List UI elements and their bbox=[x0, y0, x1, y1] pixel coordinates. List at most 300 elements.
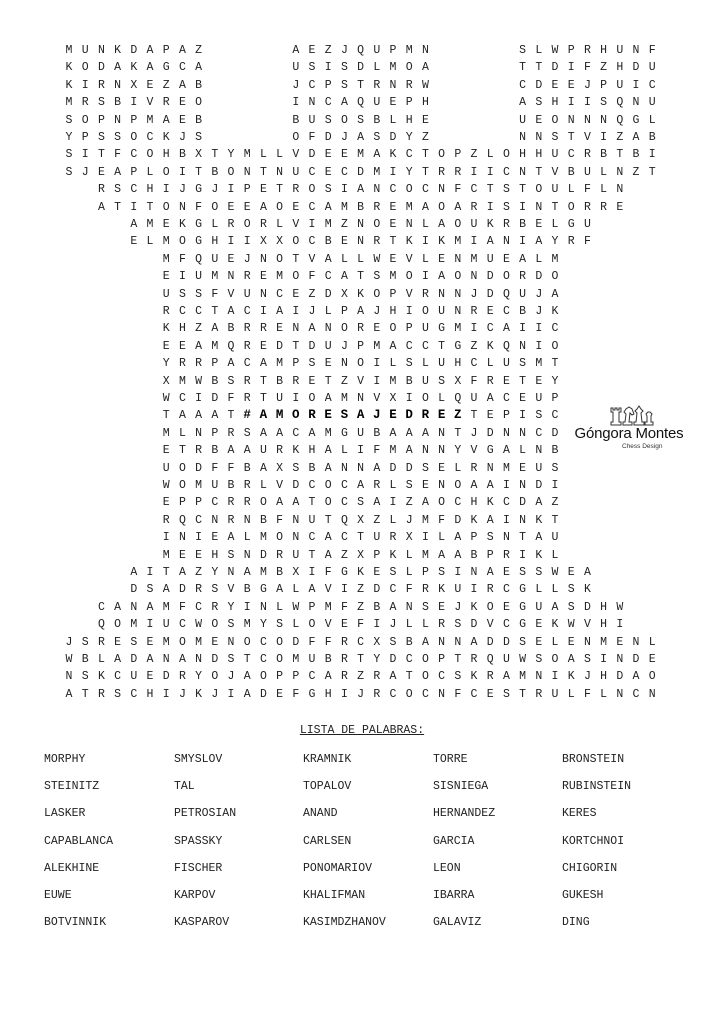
grid-letter: I bbox=[195, 531, 203, 545]
grid-letter: U bbox=[162, 287, 170, 301]
grid-letter: O bbox=[211, 670, 219, 684]
grid-letter: H bbox=[178, 322, 186, 336]
grid-letter: R bbox=[470, 461, 478, 475]
grid-letter: S bbox=[357, 496, 365, 510]
grid-letter: D bbox=[389, 653, 397, 666]
grid-letter: P bbox=[357, 339, 365, 353]
grid-letter: L bbox=[97, 653, 105, 666]
grid-letter: O bbox=[405, 687, 413, 701]
grid-letter: U bbox=[470, 218, 478, 231]
grid-letter: U bbox=[373, 531, 381, 545]
hashtag-letter: M bbox=[275, 408, 284, 423]
grid-letter: Z bbox=[340, 374, 348, 388]
grid-letter: K bbox=[535, 513, 543, 527]
grid-letter: E bbox=[178, 548, 186, 562]
word-list-item: CAPABLANCA bbox=[44, 834, 114, 848]
grid-row bbox=[0, 668, 724, 685]
grid-letter: O bbox=[405, 61, 413, 75]
grid-letter: M bbox=[502, 461, 510, 475]
grid-letter: L bbox=[211, 218, 219, 231]
grid-letter: N bbox=[276, 165, 284, 179]
grid-letter: C bbox=[308, 78, 316, 92]
grid-letter: C bbox=[308, 200, 316, 214]
grid-letter: E bbox=[535, 635, 543, 649]
grid-letter: S bbox=[65, 165, 73, 179]
hashtag-letter: # bbox=[243, 408, 251, 423]
grid-letter: E bbox=[146, 78, 154, 92]
grid-letter: Z bbox=[308, 287, 316, 301]
grid-letter: U bbox=[648, 61, 656, 75]
grid-letter: N bbox=[259, 287, 267, 301]
hashtag-letter: A bbox=[259, 408, 268, 423]
grid-letter: H bbox=[308, 444, 316, 458]
grid-letter: R bbox=[162, 513, 170, 527]
grid-letter: R bbox=[276, 444, 284, 458]
grid-letter: L bbox=[600, 687, 608, 701]
grid-letter: T bbox=[567, 131, 575, 144]
grid-letter: L bbox=[519, 444, 527, 458]
grid-letter: T bbox=[519, 687, 527, 701]
grid-letter: U bbox=[276, 392, 284, 405]
grid-letter: E bbox=[567, 78, 575, 92]
grid-letter: U bbox=[211, 479, 219, 492]
grid-row bbox=[0, 303, 724, 320]
grid-letter: E bbox=[389, 200, 397, 214]
grid-letter: A bbox=[130, 218, 138, 231]
grid-letter: D bbox=[292, 635, 300, 649]
grid-letter: J bbox=[340, 131, 348, 144]
grid-letter: K bbox=[583, 583, 591, 597]
grid-letter: G bbox=[519, 618, 527, 632]
grid-row bbox=[0, 355, 724, 372]
grid-letter: U bbox=[616, 44, 624, 57]
grid-letter: A bbox=[324, 461, 332, 475]
grid-letter: O bbox=[438, 496, 446, 510]
grid-letter: S bbox=[502, 687, 510, 701]
grid-letter: S bbox=[405, 479, 413, 492]
grid-letter: N bbox=[373, 183, 381, 197]
grid-letter: R bbox=[502, 218, 510, 231]
grid-letter: V bbox=[486, 618, 494, 632]
grid-letter: A bbox=[227, 531, 235, 545]
word-list-item: TORRE bbox=[433, 753, 468, 766]
grid-letter: N bbox=[178, 531, 186, 545]
grid-letter: D bbox=[178, 583, 186, 597]
grid-letter: Q bbox=[357, 44, 365, 57]
grid-letter: T bbox=[519, 61, 527, 75]
hashtag-letter: E bbox=[389, 408, 397, 423]
grid-letter: F bbox=[178, 252, 186, 266]
grid-letter: O bbox=[421, 653, 429, 666]
grid-letter: O bbox=[340, 113, 348, 127]
grid-letter: C bbox=[486, 322, 494, 336]
grid-letter: F bbox=[227, 461, 235, 475]
grid-letter: B bbox=[600, 148, 608, 162]
grid-letter: E bbox=[162, 496, 170, 510]
grid-letter: A bbox=[308, 322, 316, 336]
grid-letter: E bbox=[259, 183, 267, 197]
grid-letter: R bbox=[486, 670, 494, 684]
grid-letter: R bbox=[178, 357, 186, 371]
grid-letter: B bbox=[373, 600, 381, 614]
grid-letter: Y bbox=[551, 374, 559, 388]
grid-letter: A bbox=[389, 670, 397, 684]
grid-letter: C bbox=[195, 513, 203, 527]
grid-letter: R bbox=[97, 687, 105, 701]
word-list-item: CHIGORIN bbox=[562, 861, 618, 875]
grid-letter: B bbox=[195, 113, 203, 127]
grid-letter: K bbox=[486, 218, 494, 231]
grid-letter: J bbox=[340, 44, 348, 57]
grid-letter: R bbox=[97, 183, 105, 197]
grid-letter: N bbox=[243, 165, 251, 179]
grid-letter: A bbox=[178, 44, 186, 57]
grid-letter: O bbox=[454, 218, 462, 231]
grid-letter: U bbox=[162, 618, 170, 632]
grid-letter: C bbox=[130, 183, 138, 197]
grid-letter: M bbox=[454, 322, 462, 336]
grid-letter: V bbox=[292, 148, 300, 162]
grid-letter: C bbox=[211, 496, 219, 510]
grid-letter: N bbox=[162, 653, 170, 666]
grid-letter: N bbox=[438, 426, 446, 440]
grid-letter: U bbox=[162, 461, 170, 475]
grid-letter: A bbox=[357, 183, 365, 197]
grid-letter: O bbox=[292, 270, 300, 284]
grid-letter: X bbox=[292, 566, 300, 579]
grid-letter: M bbox=[276, 270, 284, 284]
grid-letter: N bbox=[535, 200, 543, 214]
grid-letter: C bbox=[308, 479, 316, 492]
grid-letter: J bbox=[308, 305, 316, 318]
grid-letter: L bbox=[486, 148, 494, 162]
grid-letter: M bbox=[389, 270, 397, 284]
grid-row bbox=[0, 651, 724, 668]
word-list-item: KORTCHNOI bbox=[562, 834, 625, 848]
grid-letter: M bbox=[162, 235, 170, 249]
grid-letter: A bbox=[340, 96, 348, 110]
grid-letter: A bbox=[259, 426, 267, 440]
grid-letter: D bbox=[211, 392, 219, 405]
grid-letter: M bbox=[454, 235, 462, 249]
grid-letter: R bbox=[243, 270, 251, 284]
grid-letter: C bbox=[178, 305, 186, 318]
grid-letter: E bbox=[97, 165, 105, 179]
word-list-row bbox=[44, 915, 704, 935]
grid-letter: E bbox=[502, 252, 510, 266]
grid-letter: T bbox=[114, 200, 122, 214]
grid-letter: Z bbox=[616, 131, 624, 144]
grid-letter: T bbox=[211, 148, 219, 162]
grid-letter: N bbox=[340, 357, 348, 371]
grid-letter: C bbox=[502, 305, 510, 318]
grid-letter: K bbox=[178, 218, 186, 231]
grid-letter: N bbox=[454, 287, 462, 301]
grid-letter: I bbox=[567, 96, 575, 110]
word-list-item: KRAMNIK bbox=[303, 753, 352, 766]
grid-letter: X bbox=[389, 392, 397, 405]
grid-letter: A bbox=[583, 566, 591, 579]
grid-letter: Y bbox=[454, 444, 462, 458]
grid-letter: U bbox=[551, 531, 559, 545]
grid-letter: T bbox=[405, 670, 413, 684]
grid-letter: O bbox=[421, 670, 429, 684]
word-list-item: DING bbox=[562, 916, 590, 930]
grid-letter: H bbox=[162, 148, 170, 162]
grid-letter: N bbox=[438, 635, 446, 649]
grid-letter: F bbox=[195, 200, 203, 214]
grid-letter: C bbox=[340, 496, 348, 510]
grid-letter: S bbox=[276, 618, 284, 632]
grid-letter: M bbox=[600, 635, 608, 649]
grid-letter: C bbox=[340, 479, 348, 492]
grid-letter: C bbox=[308, 531, 316, 545]
word-list-item: HERNANDEZ bbox=[433, 807, 496, 821]
grid-letter: P bbox=[486, 548, 494, 562]
grid-letter: A bbox=[389, 426, 397, 440]
grid-letter: C bbox=[259, 635, 267, 649]
grid-letter: H bbox=[146, 687, 154, 701]
grid-letter: E bbox=[162, 444, 170, 458]
grid-letter: U bbox=[243, 287, 251, 301]
grid-letter: Y bbox=[195, 670, 203, 684]
grid-letter: J bbox=[357, 687, 365, 701]
grid-letter: F bbox=[373, 444, 381, 458]
grid-letter: Y bbox=[162, 357, 170, 371]
grid-letter: M bbox=[340, 392, 348, 405]
grid-letter: S bbox=[438, 566, 446, 579]
grid-letter: A bbox=[178, 409, 186, 423]
grid-row bbox=[0, 181, 724, 198]
grid-letter: O bbox=[535, 183, 543, 197]
grid-letter: M bbox=[389, 444, 397, 458]
grid-letter: O bbox=[405, 270, 413, 284]
grid-letter: D bbox=[389, 461, 397, 475]
grid-letter: N bbox=[357, 235, 365, 249]
grid-letter: A bbox=[373, 496, 381, 510]
grid-letter: R bbox=[227, 218, 235, 231]
grid-letter: O bbox=[81, 61, 89, 75]
grid-row bbox=[0, 320, 724, 337]
grid-letter: S bbox=[502, 183, 510, 197]
grid-letter: K bbox=[567, 670, 575, 684]
grid-letter: U bbox=[373, 96, 381, 110]
grid-letter: T bbox=[81, 687, 89, 701]
grid-letter: Z bbox=[632, 165, 640, 179]
grid-letter: L bbox=[454, 461, 462, 475]
grid-letter: Z bbox=[470, 339, 478, 353]
grid-letter: I bbox=[389, 165, 397, 179]
grid-letter: A bbox=[324, 444, 332, 458]
grid-letter: I bbox=[324, 61, 332, 75]
grid-letter: A bbox=[324, 531, 332, 545]
grid-letter: S bbox=[535, 653, 543, 666]
grid-letter: B bbox=[227, 479, 235, 492]
grid-letter: O bbox=[292, 131, 300, 144]
grid-letter: L bbox=[405, 548, 413, 562]
grid-letter: Q bbox=[227, 339, 235, 353]
grid-letter: N bbox=[616, 687, 624, 701]
grid-letter: I bbox=[162, 687, 170, 701]
grid-letter: N bbox=[114, 78, 122, 92]
grid-letter: C bbox=[178, 618, 186, 632]
grid-letter: I bbox=[227, 687, 235, 701]
grid-letter: F bbox=[276, 513, 284, 527]
grid-letter: S bbox=[357, 113, 365, 127]
grid-letter: T bbox=[308, 496, 316, 510]
grid-letter: S bbox=[114, 687, 122, 701]
grid-letter: T bbox=[535, 165, 543, 179]
grid-letter: E bbox=[535, 618, 543, 632]
grid-letter: V bbox=[583, 618, 591, 632]
grid-letter: E bbox=[324, 148, 332, 162]
grid-letter: I bbox=[519, 409, 527, 423]
grid-letter: W bbox=[373, 252, 381, 266]
grid-letter: M bbox=[162, 600, 170, 614]
grid-letter: M bbox=[292, 653, 300, 666]
grid-row bbox=[0, 564, 724, 581]
grid-letter: A bbox=[276, 583, 284, 597]
grid-letter: L bbox=[600, 183, 608, 197]
grid-letter: N bbox=[292, 322, 300, 336]
grid-letter: E bbox=[648, 653, 656, 666]
grid-letter: L bbox=[648, 113, 656, 127]
grid-letter: T bbox=[292, 252, 300, 266]
grid-letter: A bbox=[211, 322, 219, 336]
grid-letter: E bbox=[567, 566, 575, 579]
grid-letter: J bbox=[227, 670, 235, 684]
grid-letter: H bbox=[600, 44, 608, 57]
grid-letter: I bbox=[470, 235, 478, 249]
grid-letter: K bbox=[438, 583, 446, 597]
grid-letter: E bbox=[389, 252, 397, 266]
grid-letter: W bbox=[162, 479, 170, 492]
grid-letter: E bbox=[535, 218, 543, 231]
grid-letter: O bbox=[438, 200, 446, 214]
grid-letter: E bbox=[211, 531, 219, 545]
grid-letter: P bbox=[308, 600, 316, 614]
grid-letter: A bbox=[486, 235, 494, 249]
grid-letter: L bbox=[421, 252, 429, 266]
grid-letter: C bbox=[405, 148, 413, 162]
grid-letter: O bbox=[259, 670, 267, 684]
grid-row bbox=[0, 494, 724, 511]
grid-letter: O bbox=[389, 322, 397, 336]
grid-letter: X bbox=[195, 148, 203, 162]
grid-letter: U bbox=[308, 113, 316, 127]
word-list-item: RUBINSTEIN bbox=[562, 780, 632, 794]
grid-letter: D bbox=[632, 61, 640, 75]
grid-letter: F bbox=[114, 148, 122, 162]
grid-letter: L bbox=[146, 165, 154, 179]
word-list-item: GARCIA bbox=[433, 834, 475, 848]
grid-row bbox=[0, 233, 724, 250]
grid-letter: P bbox=[292, 670, 300, 684]
grid-letter: W bbox=[616, 600, 624, 614]
grid-letter: A bbox=[178, 566, 186, 579]
grid-letter: I bbox=[421, 270, 429, 284]
grid-letter: K bbox=[438, 235, 446, 249]
word-list-item: PONOMARIOV bbox=[303, 861, 373, 875]
grid-letter: S bbox=[389, 566, 397, 579]
grid-letter: I bbox=[130, 200, 138, 214]
grid-letter: T bbox=[648, 165, 656, 179]
grid-letter: U bbox=[551, 687, 559, 701]
grid-letter: A bbox=[276, 426, 284, 440]
grid-letter: G bbox=[519, 583, 527, 597]
grid-letter: L bbox=[421, 357, 429, 371]
grid-letter: Z bbox=[357, 670, 365, 684]
grid-letter: K bbox=[470, 513, 478, 527]
grid-letter: E bbox=[324, 165, 332, 179]
grid-letter: K bbox=[470, 670, 478, 684]
grid-letter: Z bbox=[162, 78, 170, 92]
grid-letter: B bbox=[243, 461, 251, 475]
grid-letter: Q bbox=[178, 513, 186, 527]
grid-letter: L bbox=[389, 113, 397, 127]
grid-letter: U bbox=[583, 165, 591, 179]
grid-letter: R bbox=[486, 583, 494, 597]
grid-letter: B bbox=[324, 235, 332, 249]
grid-row bbox=[0, 512, 724, 529]
grid-letter: A bbox=[470, 635, 478, 649]
grid-letter: C bbox=[324, 270, 332, 284]
grid-letter: D bbox=[470, 618, 478, 632]
grid-row bbox=[0, 146, 724, 163]
grid-letter: J bbox=[454, 600, 462, 614]
grid-letter: Z bbox=[195, 566, 203, 579]
grid-letter: J bbox=[178, 131, 186, 144]
grid-letter: M bbox=[195, 479, 203, 492]
grid-letter: T bbox=[195, 165, 203, 179]
word-list-item: IBARRA bbox=[433, 889, 475, 902]
grid-letter: E bbox=[259, 270, 267, 284]
grid-letter: H bbox=[421, 96, 429, 110]
grid-letter: F bbox=[583, 235, 591, 249]
grid-letter: A bbox=[276, 305, 284, 318]
grid-letter: B bbox=[551, 444, 559, 458]
grid-letter: T bbox=[616, 148, 624, 162]
grid-letter: O bbox=[211, 200, 219, 214]
grid-letter: Y bbox=[405, 165, 413, 179]
grid-letter: K bbox=[162, 322, 170, 336]
grid-letter: X bbox=[340, 287, 348, 301]
grid-letter: W bbox=[65, 653, 73, 666]
grid-letter: E bbox=[324, 357, 332, 371]
grid-row bbox=[0, 199, 724, 216]
word-list-item: CARLSEN bbox=[303, 834, 352, 848]
grid-letter: C bbox=[324, 96, 332, 110]
grid-letter: Y bbox=[405, 131, 413, 144]
grid-letter: L bbox=[567, 183, 575, 197]
grid-letter: E bbox=[130, 235, 138, 249]
grid-letter: W bbox=[195, 374, 203, 388]
grid-letter: C bbox=[292, 426, 300, 440]
grid-letter: M bbox=[340, 200, 348, 214]
grid-letter: O bbox=[486, 600, 494, 614]
grid-letter: R bbox=[227, 426, 235, 440]
grid-letter: A bbox=[373, 148, 381, 162]
grid-letter: L bbox=[438, 392, 446, 405]
grid-letter: X bbox=[357, 548, 365, 562]
grid-letter: P bbox=[195, 496, 203, 510]
grid-letter: R bbox=[292, 183, 300, 197]
grid-letter: M bbox=[373, 339, 381, 353]
grid-letter: C bbox=[519, 78, 527, 92]
grid-letter: U bbox=[357, 426, 365, 440]
grid-letter: Q bbox=[502, 339, 510, 353]
grid-letter: V bbox=[373, 392, 381, 405]
